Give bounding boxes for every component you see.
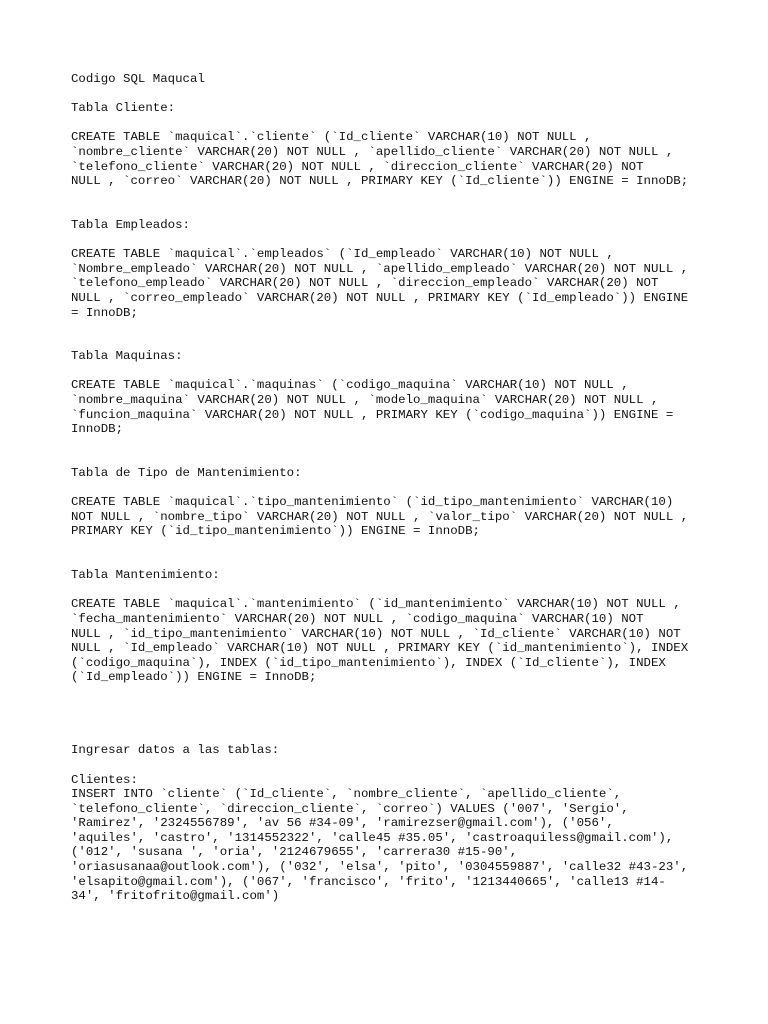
section-heading-empleados: Tabla Empleados:	[71, 217, 190, 232]
sql-line: NULL , `correo` VARCHAR(20) NOT NULL , PRIMARY KEY (`Id_cliente`)) ENGINE = InnoDB;	[71, 174, 689, 189]
sql-line: CREATE TABLE `maquical`.`mantenimiento` (`id_mantenimiento` VARCHAR(10) NOT NULL ,	[71, 597, 681, 612]
sql-line: CREATE TABLE `maquical`.`tipo_mantenimiento` (`id_tipo_mantenimiento` VARCHAR(10)	[71, 495, 674, 510]
sql-line: 'aquiles', 'castro', '1314552322', 'calle45 #35.05', 'castroaquiless@gmail.com'),	[71, 830, 674, 845]
sql-line: `funcion_maquina` VARCHAR(20) NOT NULL , PRIMARY KEY (`codigo_maquina`)) ENGINE =	[71, 407, 674, 422]
spacer	[71, 758, 711, 773]
section-heading-mantenimiento: Tabla Mantenimiento:	[71, 568, 220, 583]
sql-line: CREATE TABLE `maquical`.`maquinas` (`codigo_maquina` VARCHAR(10) NOT NULL ,	[71, 378, 629, 393]
sql-line: (`codigo_maquina`), INDEX (`id_tipo_mantenimiento`), INDEX (`Id_cliente`), INDEX	[71, 655, 666, 670]
insert-heading: Ingresar datos a las tablas:	[71, 743, 280, 758]
insert-subheading: Clientes:	[71, 772, 138, 787]
sql-line: 'Ramirez', '2324556789', 'av 56 #34-09', 'ramirezser@gmail.com'), ('056',	[71, 816, 614, 831]
spacer	[71, 320, 711, 349]
spacer	[71, 116, 711, 131]
sql-line: `fecha_mantenimiento` VARCHAR(20) NOT NULL , `codigo_maquina` VARCHAR(10) NOT	[71, 611, 644, 626]
sql-line: 'oriasusanaa@outlook.com'), ('032', 'elsa', 'pito', '0304559887', 'calle32 #43-23',	[71, 860, 689, 875]
sql-line: NOT NULL , `nombre_tipo` VARCHAR(20) NOT NULL , `valor_tipo` VARCHAR(20) NOT NULL ,	[71, 509, 689, 524]
sql-line: `telefono_empleado` VARCHAR(20) NOT NULL , `direccion_empleado` VARCHAR(20) NOT	[71, 276, 659, 291]
sql-line: CREATE TABLE `maquical`.`empleados` (`Id_empleado` VARCHAR(10) NOT NULL ,	[71, 247, 614, 262]
sql-line: PRIMARY KEY (`id_tipo_mantenimiento`)) ENGINE = InnoDB;	[71, 524, 480, 539]
section-heading-cliente: Tabla Cliente:	[71, 101, 176, 116]
sql-line: NULL , `correo_empleado` VARCHAR(20) NOT NULL , PRIMARY KEY (`Id_empleado`)) ENGINE	[71, 290, 689, 305]
spacer	[71, 685, 711, 743]
spacer	[71, 481, 711, 496]
sql-line: (`Id_empleado`)) ENGINE = InnoDB;	[71, 670, 317, 685]
sql-line: InnoDB;	[71, 422, 124, 437]
sql-line: 'elsapito@gmail.com'), ('067', 'francisco', 'frito', '1213440665', 'calle13 #14-	[71, 874, 666, 889]
sql-line: `telefono_cliente`, `direccion_cliente`, `correo`) VALUES ('007', 'Sergio',	[71, 801, 629, 816]
spacer	[71, 583, 711, 598]
spacer	[71, 87, 711, 102]
sql-line: NULL , `Id_empleado` VARCHAR(10) NOT NULL , PRIMARY KEY (`id_mantenimiento`), INDEX	[71, 641, 689, 656]
sql-line: NULL , `id_tipo_mantenimiento` VARCHAR(10) NOT NULL , `Id_cliente` VARCHAR(10) NOT	[71, 626, 681, 641]
section-heading-maquinas: Tabla Maquinas:	[71, 349, 183, 364]
sql-line: ('012', 'susana ', 'oria', '2124679655', 'carrera30 #15-90',	[71, 845, 518, 860]
sql-line: 34', 'fritofrito@gmail.com')	[71, 889, 280, 904]
section-heading-tipo-mantenimiento: Tabla de Tipo de Mantenimiento:	[71, 466, 302, 481]
spacer	[71, 437, 711, 466]
sql-line: `nombre_cliente` VARCHAR(20) NOT NULL , `apellido_cliente` VARCHAR(20) NOT NULL ,	[71, 144, 674, 159]
sql-line: `telefono_cliente` VARCHAR(20) NOT NULL , `direccion_cliente` VARCHAR(20) NOT	[71, 159, 644, 174]
spacer	[71, 364, 711, 379]
sql-line: `Nombre_empleado` VARCHAR(20) NOT NULL , `apellido_empleado` VARCHAR(20) NOT NULL ,	[71, 261, 689, 276]
sql-line: CREATE TABLE `maquical`.`cliente` (`Id_cliente` VARCHAR(10) NOT NULL ,	[71, 130, 592, 145]
sql-line: `nombre_maquina` VARCHAR(20) NOT NULL , `modelo_maquina` VARCHAR(20) NOT NULL ,	[71, 393, 659, 408]
document-title: Codigo SQL Maqucal	[71, 72, 205, 86]
spacer	[71, 233, 711, 248]
sql-line: INSERT INTO `cliente` (`Id_cliente`, `nombre_cliente`, `apellido_cliente`,	[71, 787, 622, 802]
spacer	[71, 539, 711, 568]
document-body	[71, 72, 711, 904]
spacer	[71, 189, 711, 218]
sql-line: = InnoDB;	[71, 305, 138, 320]
